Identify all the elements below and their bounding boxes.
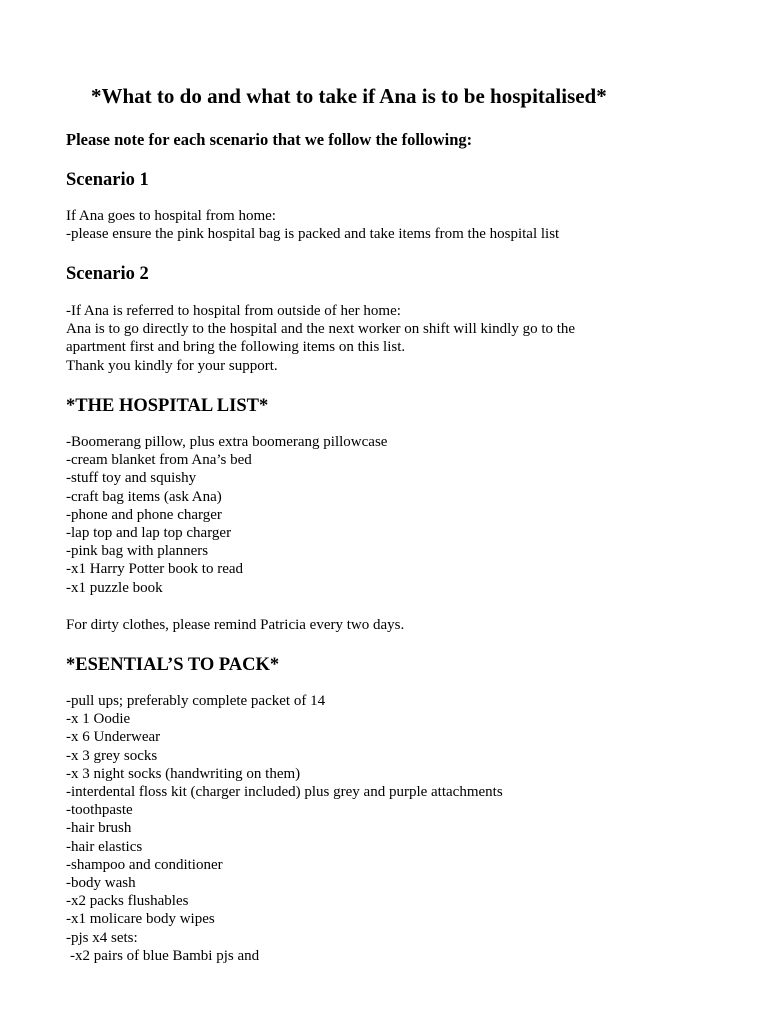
list-item: -x1 puzzle book: [66, 579, 163, 596]
hospital-list: [66, 433, 387, 597]
list-item: -cream blanket from Ana’s bed: [66, 452, 252, 469]
essentials-list: [66, 692, 503, 965]
list-item: -x1 molicare body wipes: [66, 911, 215, 928]
scenario-2-heading: Scenario 2: [66, 264, 149, 284]
document-title: *What to do and what to take if Ana is to be hospitalised*: [91, 84, 607, 108]
list-item: -body wash: [66, 875, 136, 892]
scenario-2-text: [66, 302, 575, 375]
hospital-list-heading: *THE HOSPITAL LIST*: [66, 396, 269, 416]
list-item: -Boomerang pillow, plus extra boomerang pillowcase: [66, 434, 388, 450]
dirty-clothes-note: For dirty clothes, please remind Patricia every two days.: [66, 617, 405, 633]
list-item: -shampoo and conditioner: [66, 856, 223, 873]
list-item: -hair brush: [66, 820, 132, 837]
list-item: -craft bag items (ask Ana): [66, 488, 222, 505]
scenario-1-heading: Scenario 1: [66, 170, 149, 190]
list-item: -x 1 Oodie: [66, 711, 131, 728]
scenario-2-line: apartment first and bring the following items on this list.: [66, 339, 406, 356]
list-item: -x 3 night socks (handwriting on them): [66, 765, 301, 782]
list-item: -stuff toy and squishy: [66, 470, 197, 487]
list-item: -hair elastics: [66, 838, 143, 855]
list-item: -phone and phone charger: [66, 506, 222, 523]
scenario-1-line: -please ensure the pink hospital bag is packed and take items from the hospital list: [66, 226, 560, 243]
scenario-note: Please note for each scenario that we follow the following:: [66, 130, 473, 149]
scenario-2-line: -If Ana is referred to hospital from outside of her home:: [66, 303, 401, 319]
list-item: -x1 Harry Potter book to read: [66, 561, 244, 578]
scenario-2-line: Ana is to go directly to the hospital and the next worker on shift will kindly go to the: [66, 321, 576, 338]
list-item: -x2 packs flushables: [66, 893, 189, 910]
scenario-2-line: Thank you kindly for your support.: [66, 357, 278, 374]
list-item: -toothpaste: [66, 802, 133, 819]
scenario-1-line: If Ana goes to hospital from home:: [66, 208, 276, 224]
scenario-1-text: [66, 207, 559, 243]
list-item: -pull ups; preferably complete packet of 14: [66, 693, 326, 709]
list-item: -lap top and lap top charger: [66, 525, 232, 542]
list-item: -pink bag with planners: [66, 543, 209, 560]
essentials-heading: *ESENTIAL’S TO PACK*: [66, 655, 280, 675]
list-item: -x 6 Underwear: [66, 729, 161, 746]
list-item: -x2 pairs of blue Bambi pjs and: [70, 947, 260, 964]
list-item: -pjs x4 sets:: [66, 929, 138, 946]
list-item: -x 3 grey socks: [66, 747, 158, 764]
list-item: -interdental floss kit (charger included) plus grey and purple attachments: [66, 784, 503, 801]
